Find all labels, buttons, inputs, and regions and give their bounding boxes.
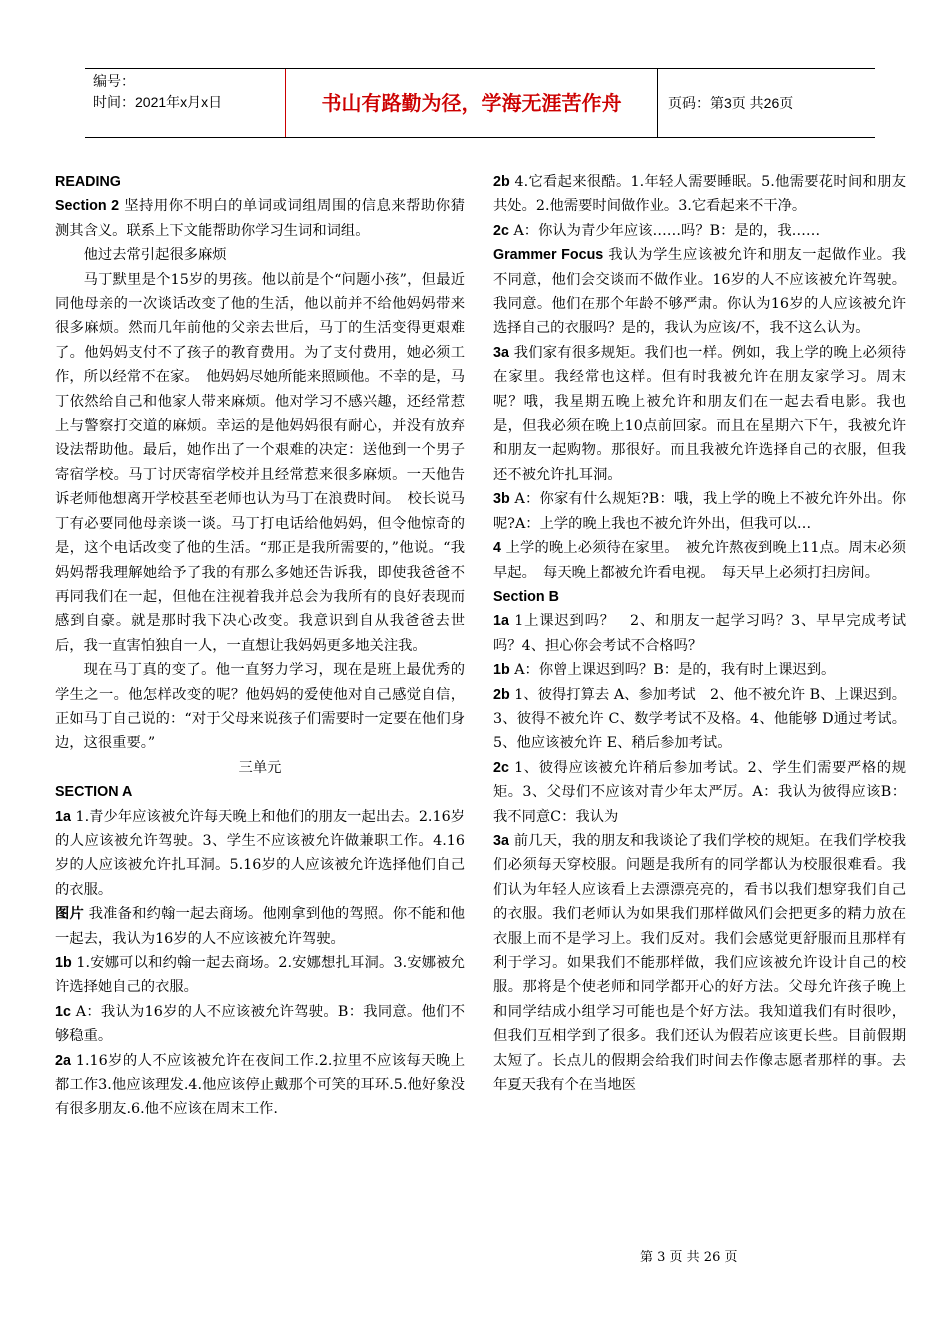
a3b-text: A：你家有什么规矩?B：哦，我上学的晚上不被允许外出。你呢?A：上学的晚上我也不被允许外出，但我可以… [493,491,906,532]
b1b-label: 1b [493,662,510,679]
page-footer: 第 3 页 共 26 页 [640,1250,738,1265]
grammar-label: Grammer Focus [493,247,604,264]
a2c-item [493,219,906,243]
story-paragraph-2: 现在马丁真的变了。他一直努力学习，现在是班上最优秀的学生之一。他怎样改变的呢？他妈妈的爱使他对自己感觉自信，正如马丁自己说的：“对于父母来说孩子们需要时一定要在他们身边，这很重要。” [55,662,465,752]
header-meta [85,69,285,137]
picture-text: 我准备和约翰一起去商场。他刚拿到他的驾照。你不能和他一起去，我认为16岁的人不应该被允许驾驶。 [55,906,466,947]
section-a-title: SECTION A [55,784,133,801]
a3a-text: 我们家有很多规矩。我们也一样。例如，我上学的晚上必须待在家里。我经常也这样。但有时我被允许在朋友家学习。周末呢？哦，我星期五晚上被允许和朋友们在一起去看电影。我也是，但我必须在晚上10点前回家。而且在星期六下午，我被允许和朋友一起购物。那很好。而且我被允许选择自己的衣服，但我还不被允许扎耳洞。 [493,344,906,483]
a2b-label: 2b [493,174,510,190]
a2c-text: A：你认为青少年应该……吗？B：是的，我…… [508,222,821,239]
a3a-item [493,341,906,487]
b1a-label: 1a [493,613,509,630]
story-title: 他过去常引起很多麻烦 [83,247,227,264]
section2-paragraph [55,194,465,243]
b2c-item [493,756,906,829]
picture-item [55,902,465,951]
picture-label: 图片 [55,906,84,923]
a3a-label: 3a [493,344,509,361]
a1a-label: 1a [55,808,71,825]
a1c-item [55,1000,465,1049]
a1b-item [55,951,465,1000]
a2a-text: 1.16岁的人不应该被允许在夜间工作.2.拉里不应该每天晚上都工作3.他应该理发.4.他应该停止戴那个可笑的耳环.5.他好象没有很多朋友.6.他不应该在周末工作. [55,1052,465,1118]
a1c-text: A：我认为16岁的人不应该被允许驾驶。B：我同意。他们不够稳重。 [55,1003,465,1045]
right-column [493,170,906,1097]
b3a-label: 3a [493,832,509,849]
a2b-item [493,170,906,219]
grammar-item [493,243,906,341]
b2b-item [493,683,906,756]
a2a-label: 2a [55,1052,71,1069]
b1a-item [493,609,906,658]
a1a-item [55,805,465,903]
b3a-text: 前几天，我的朋友和我谈论了我们学校的规矩。在我们学校我们必须每天穿校服。问题是我所有的同学都认为校服很难看。我们认为年轻人应该看上去漂漂亮亮的，看书以我们想穿我们自己的衣服。我们老师认为如果我们那样做风们会把更多的精力放在衣服上而不是学习上。我们反对。我们会感觉更舒服而且那样有利于学习。如果我们不能那样做，我们应该被允许设计自己的校服。那将是个使老师和同学都开心的好方法。父母允许孩子晚上和同学结成小组学习可能也是个好方法。我知道我们有时很吵，但我们互相学到了很多。我们还认为假若应该更长些。目前假期太短了。长点儿的假期会给我们时间去作像志愿者那样的事。去年夏天我有个在当地医 [493,832,906,1094]
unit-title: 三单元 [238,759,282,776]
a4-label: 4 [493,540,501,557]
story-paragraph-1: 马丁默里是个15岁的男孩。他以前是个“问题小孩”，但最近同他母亲的一次谈话改变了他的生活，他以前并不给他妈妈带来很多麻烦。然而几年前他的父亲去世后，马丁的生活变得更艰难了。他妈妈支付不了孩子的教育费用。为了支付费用，她必须工作，所以经常不在家。 他妈妈尽她所能来照顾他。不幸的是，马丁依然给自己和他家人带来麻烦。他对学习不感兴趣，还经常惹上与警察打交道的麻烦。幸运的是他妈妈很有耐心，并没有放弃设法帮助他。最后，她作出了一个艰难的决定：送他到一个男子寄宿学校。马丁讨厌寄宿学校并且经常惹来很多麻烦。一天他告诉老师他想离开学校甚至老师也认为马丁在浪费时间。 校长说马丁有必要同他母亲谈一谈。马丁打电话给他妈妈，但令他惊奇的是，这个电话改变了他的生活。“那正是我所需要的，”他说。“我妈妈帮我理解她给予了我的有那么多她还告诉我，即使我爸爸不再同我们在一起，但他在注视着我并总会为我所有的良好表现而感到自豪。就是那时我下决心改变。我意识到自从我爸爸去世后，我一直害怕独自一人，一直想让我妈妈更多地关注我。 [55,271,465,654]
a4-text: 上学的晚上必须待在家里。 被允许熬夜到晚上11点。周末必须早起。 每天晚上都被允许看电视。 每天早上必须打扫房间。 [493,540,906,581]
page-header [85,68,875,138]
section2-label: Section 2 [55,198,120,215]
b2c-label: 2c [493,759,509,776]
section2-text: 坚持用你不明白的单词或词组周围的信息来帮助你猜测其含义。联系上下文能帮助你学习生词和词组。 [55,198,465,239]
a1a-text: 1.青少年应该被允许每天晚上和他们的朋友一起出去。2.16岁的人应该被允许驾驶。3、学生不应该被允许做兼职工作。4.16岁的人应该被允许扎耳洞。5.16岁的人应该被允许选择他们自己的衣服。 [55,808,465,898]
time-label: 时间：2021年x月x日 [93,94,223,110]
a1c-label: 1c [55,1003,71,1020]
grammar-text: 我认为学生应该被允许和朋友一起做作业。我不同意，他们会交谈而不做作业。16岁的人不应该被允许驾驶。我同意。他们在那个年龄不够严肃。你认为16岁的人应该被允许选择自己的衣服吗？是的，我认为应该/不，我不这么认为。 [493,247,906,337]
a3b-item [493,487,906,536]
section-b-title: Section B [493,588,559,605]
b1b-text: A：你曾上课迟到吗？B：是的，我有时上课迟到。 [509,662,836,679]
number-label: 编号： [93,73,135,89]
header-page-info: 页码：第3页 共26页 [668,95,794,111]
a4-item [493,536,906,585]
b3a-item [493,829,906,1097]
reading-title: READING [55,174,121,190]
b2b-text: 1、彼得打算去 A、参加考试 2、他不被允许 B、上课迟到。3、彼得不被允许 C、数学考试不及格。4、他能够 D通过考试。5、他应该被允许 E、稍后参加考试。 [493,686,906,752]
b2c-text: 1、彼得应该被允许稍后参加考试。2、学生们需要严格的规矩。3、父母们不应该对青少年太严厉。A：我认为彼得应该B：我不同意C：我认为 [493,759,906,825]
a2b-text: 4.它看起来很酷。1.年轻人需要睡眠。5.他需要花时间和朋友共处。2.他需要时间做作业。3.它看起来不干净。 [493,174,906,215]
b1b-item [493,658,906,682]
left-column [55,170,465,1122]
a1b-text: 1.安娜可以和约翰一起去商场。2.安娜想扎耳洞。3.安娜被允许选择她自己的衣服。 [55,955,465,996]
a1b-label: 1b [55,955,72,971]
b2b-label: 2b [493,686,510,703]
a2a-item [55,1049,465,1122]
a2c-label: 2c [493,222,509,239]
a3b-label: 3b [493,491,510,508]
b1a-text: 1上课迟到吗？ 2、和朋友一起学习吗？3、早早完成考试吗？4、担心你会考试不合格吗？ [493,613,906,654]
header-motto: 书山有路勤为径，学海无涯苦作舟 [285,69,658,137]
